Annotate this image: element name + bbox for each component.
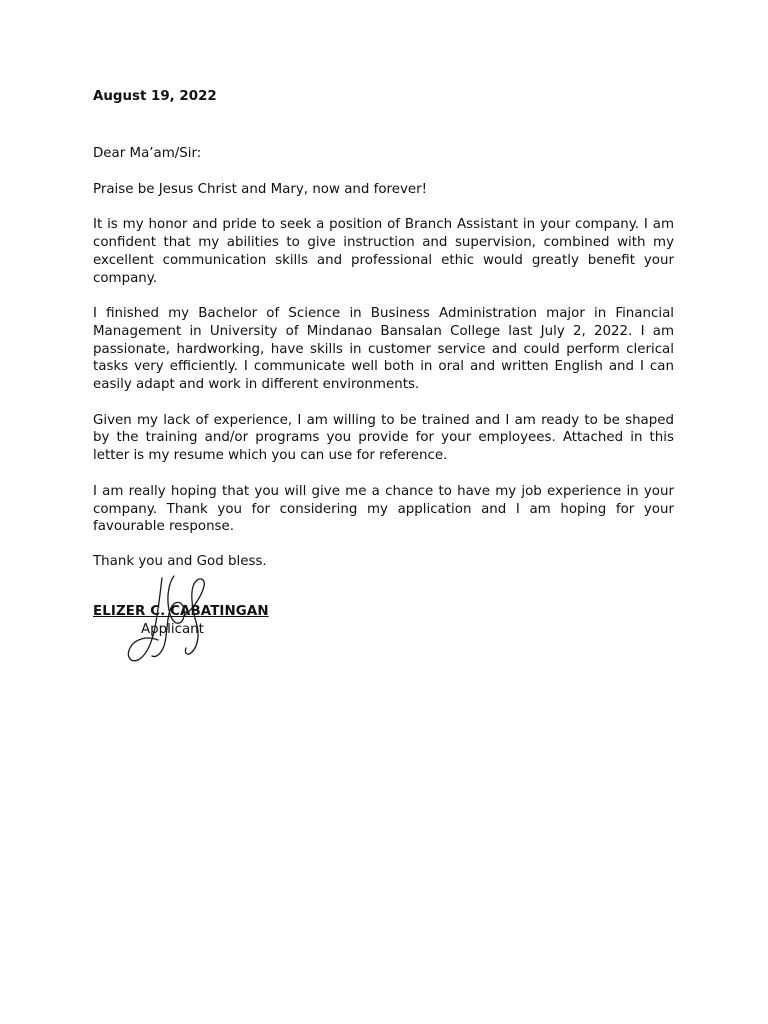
paragraph-request: I am really hoping that you will give me a chance to have my job experience in your company. Thank you for considering my application and I am hoping for your favourable response. (93, 483, 674, 535)
paragraph-education: I finished my Bachelor of Science in Business Administration major in Financial Management in University of Mindanao Bansalan College last July 2, 2022. I am passionate, hardworking, have skills in customer service and could perform clerical tasks very efficiently. I communicate well both in oral and written English and I can easily adapt and work in different environments. (93, 306, 674, 393)
letter-date: August 19, 2022 (93, 89, 217, 104)
signatory-name: ELIZER C. CABATINGAN (93, 604, 269, 619)
letter-body (93, 88, 674, 571)
signatory-role: Applicant (141, 622, 204, 637)
paragraph-experience: Given my lack of experience, I am willing to be trained and I am ready to be shaped by the training and/or programs you provide for your employees. Attached in this letter is my resume which you can use for reference. (93, 412, 674, 464)
closing-line: Thank you and God bless. (93, 553, 267, 569)
handwritten-signature (122, 574, 222, 666)
paragraph-greeting: Praise be Jesus Christ and Mary, now and forever! (93, 181, 428, 197)
paragraph-intent: It is my honor and pride to seek a position of Branch Assistant in your company. I am confident that my abilities to give instruction and supervision, combined with my excellent communication skills and professional ethic would greatly benefit your company. (93, 217, 674, 286)
salutation: Dear Ma’am/Sir: (93, 146, 202, 161)
